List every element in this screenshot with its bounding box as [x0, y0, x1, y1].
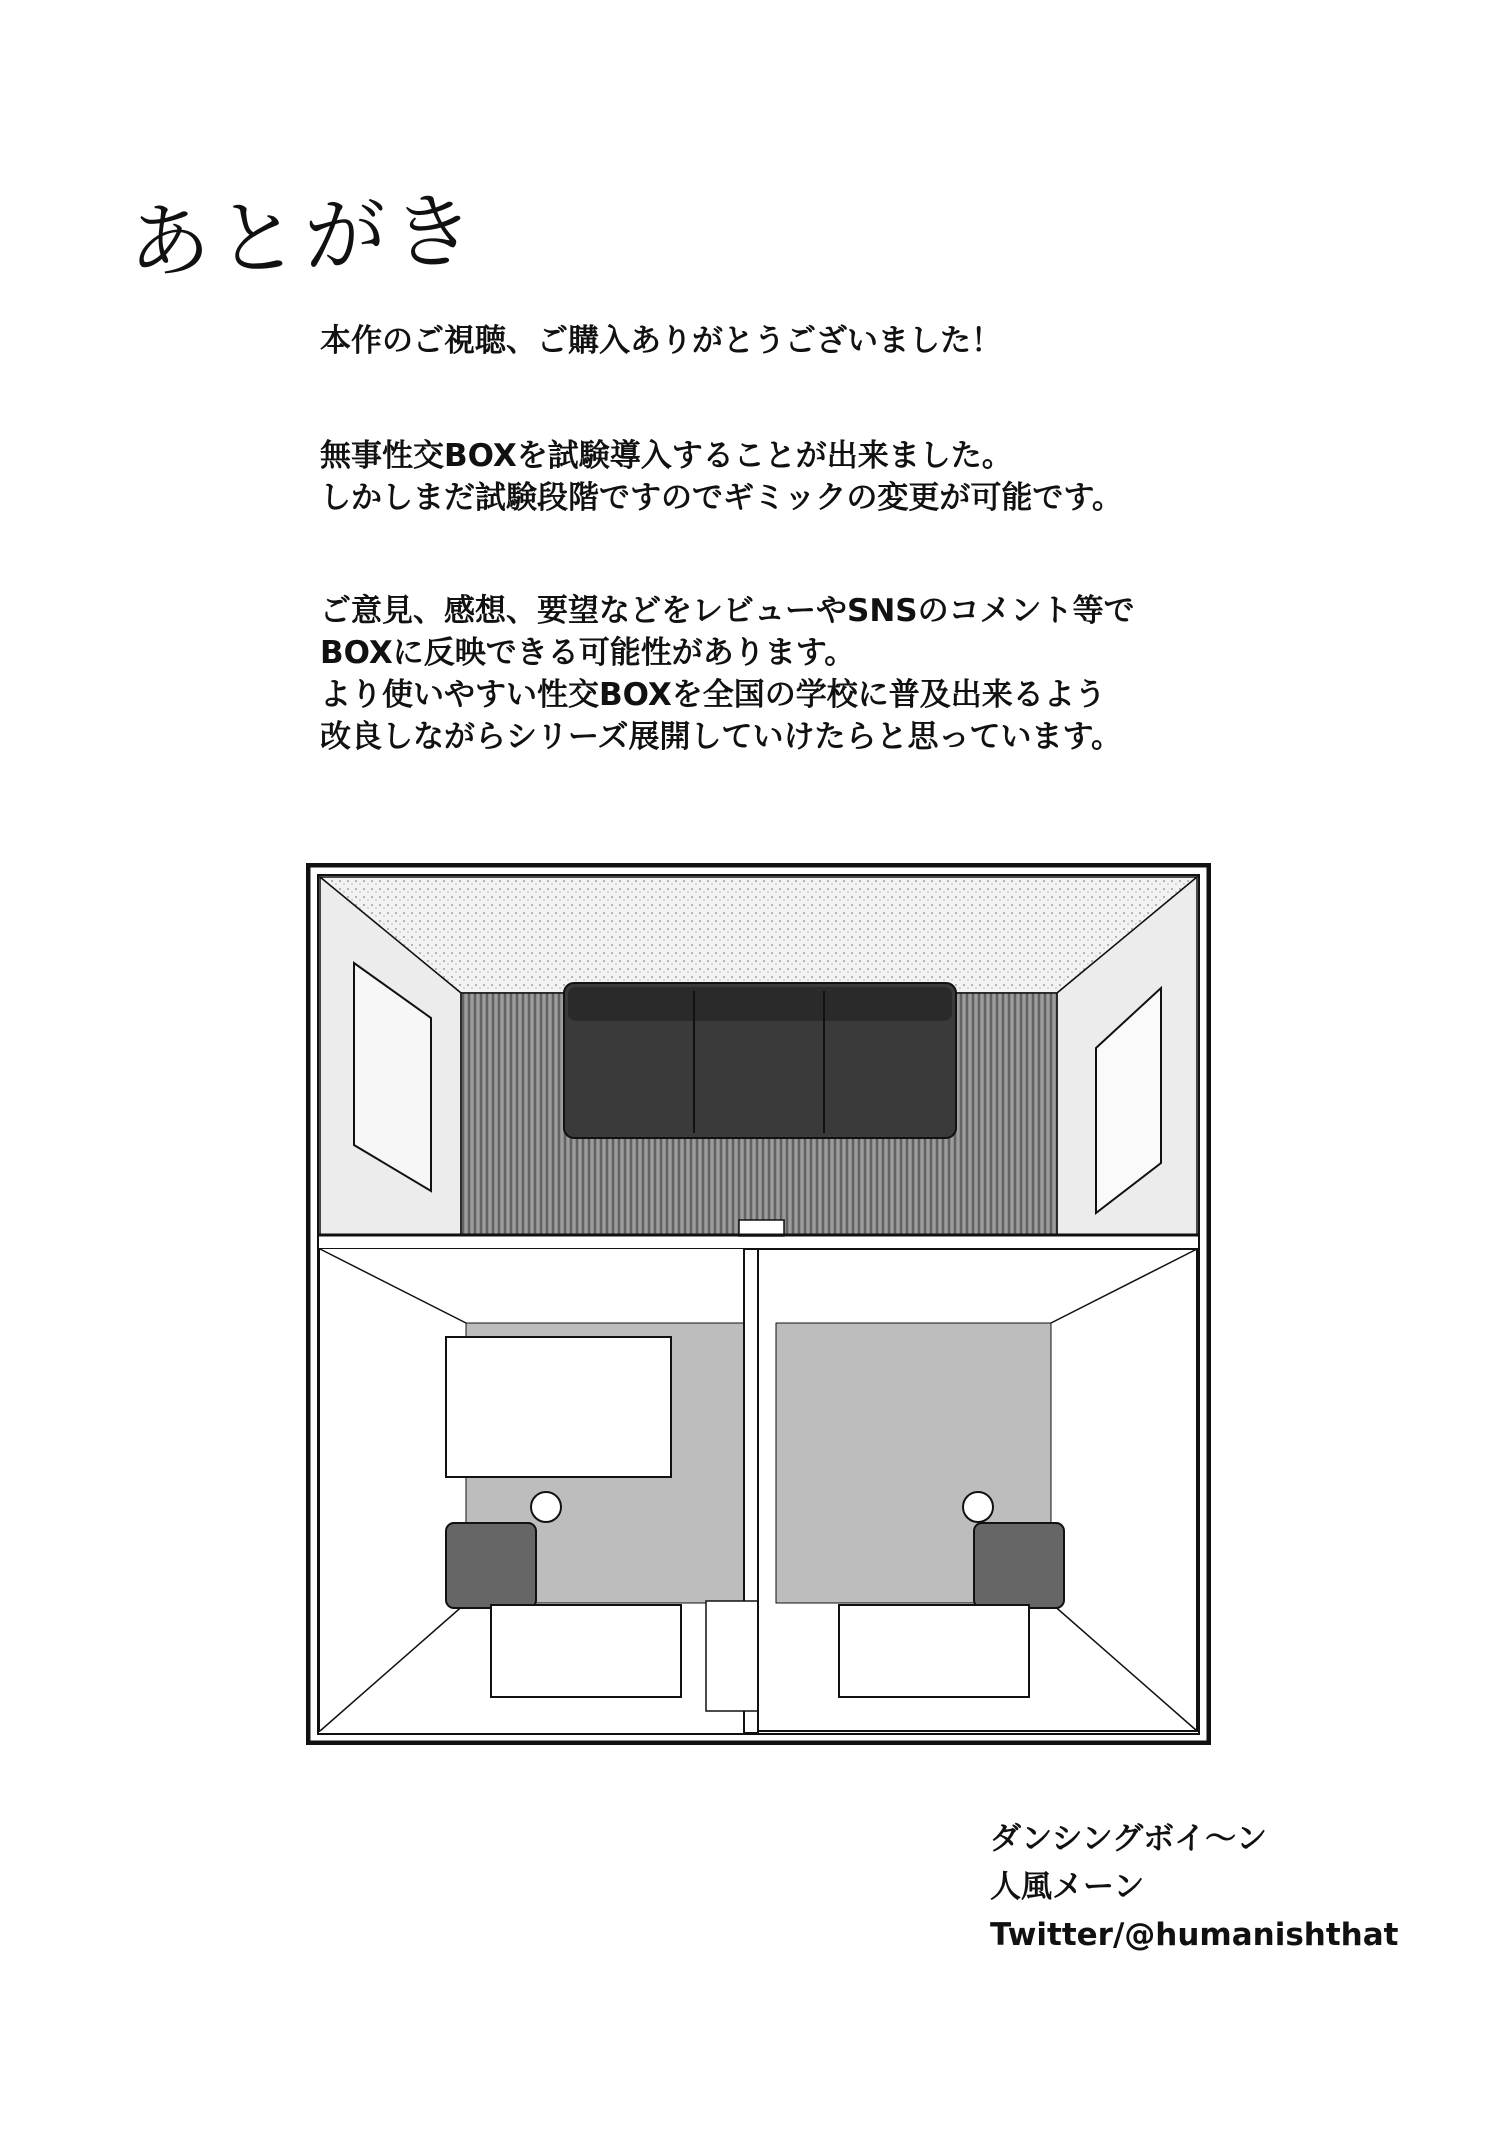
author-credits — [990, 1815, 1398, 1959]
page-title: あとがき — [126, 183, 482, 292]
booth-right — [758, 1249, 1197, 1731]
booth-left — [320, 1249, 744, 1733]
twitter-handle: Twitter/@humanishthat — [990, 1917, 1399, 1953]
paragraph-box-intro: 無事性交BOXを試験導入することが出来ました。 しかしまだ試験段階ですのでギミックの変更が可能です。 — [320, 438, 1123, 516]
paragraph-thanks: 本作のご視聴、ご購入ありがとうございました！ — [320, 323, 1002, 359]
room-floorplan-illustration — [306, 863, 1211, 1745]
circle-name: ダンシングボイ〜ン — [990, 1821, 1268, 1857]
author-name: 人風メーン — [990, 1869, 1145, 1905]
paragraph-feedback: ご意見、感想、要望などをレビューやSNSのコメント等で BOXに反映できる可能性があります。 より使いやすい性交BOXを全国の学校に普及出来るよう 改良しながらシリーズ展開していけたらと思っています。 — [320, 593, 1135, 755]
sofa — [564, 983, 956, 1138]
